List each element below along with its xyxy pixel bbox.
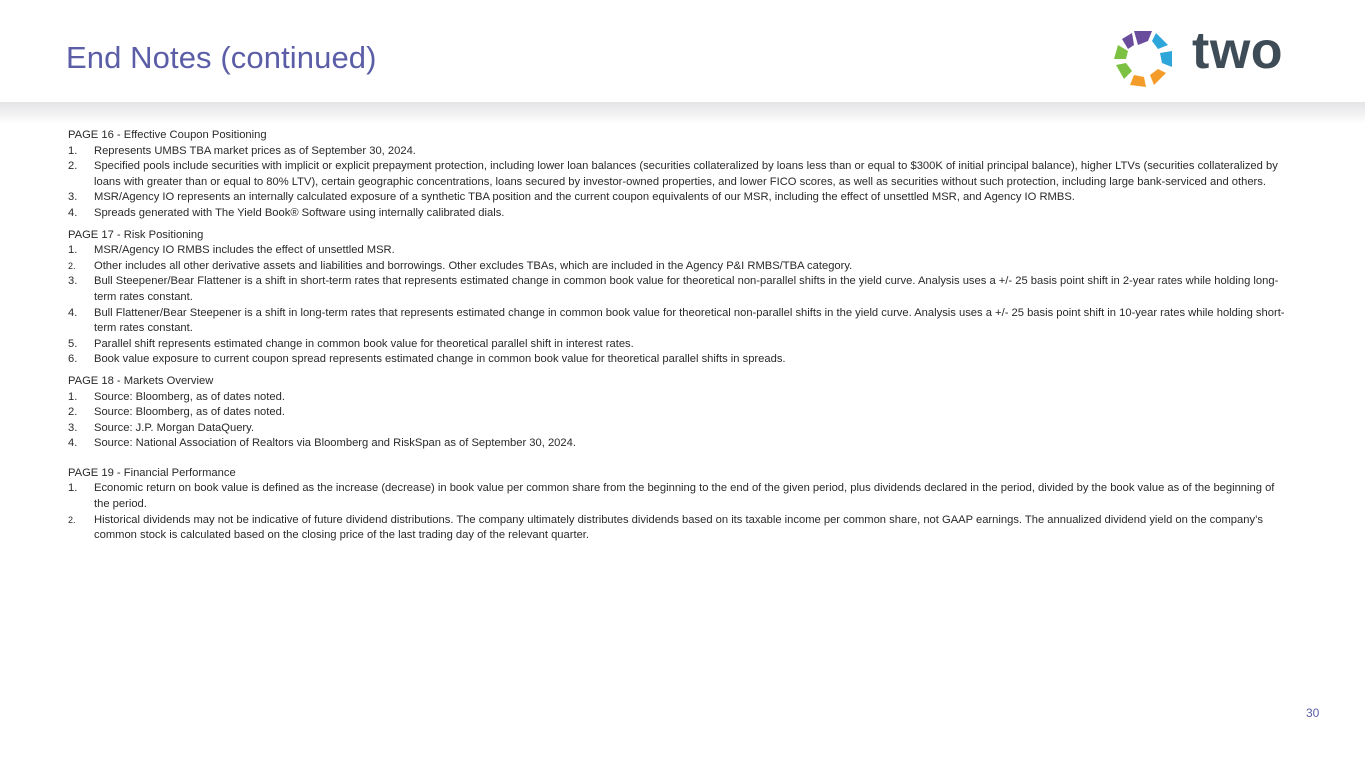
section-heading: PAGE 19 - Financial Performance: [68, 466, 236, 479]
section-heading: PAGE 17 - Risk Positioning: [68, 228, 204, 241]
item-number: 2.: [68, 260, 76, 271]
list-item: [68, 337, 1293, 353]
item-number: 2.: [68, 406, 78, 419]
item-number: 3.: [68, 191, 78, 204]
list-item: [68, 243, 1293, 259]
item-text: MSR/Agency IO RMBS includes the effect of unsettled MSR.: [94, 244, 395, 257]
notes-section: [68, 466, 1293, 544]
list-item: [68, 405, 1293, 421]
header-divider-band: [0, 102, 1365, 124]
item-number: 1.: [68, 244, 78, 257]
list-item: [68, 159, 1293, 190]
item-text: Historical dividends may not be indicative of future dividend distributions. The company ultimately distributes dividends based on its taxable income per common share, not GAAP earnings. The annualized dividend yield on the company’s common stock is calculated based on the closing price of the last trading day of the relevant quarter.: [94, 513, 1263, 542]
item-text: Specified pools include securities with implicit or explicit prepayment protection, including lower loan balances (securities collateralized by loans less than or equal to $300K of initial principal balance), higher LTVs (securities collateralized by loans with greater than or equal to 80% LTV), certain geographic concentrations, loans secured by investor-owned properties, and lower FICO scores, as well as securities without such protection, including large bank-serviced and others.: [94, 160, 1278, 188]
list-item: [68, 513, 1293, 544]
item-number: 1.: [68, 390, 78, 403]
list-item: [68, 144, 1293, 160]
notes-section: [68, 374, 1293, 452]
list-item: [68, 259, 1293, 275]
list-item: [68, 481, 1293, 512]
item-text: Spreads generated with The Yield Book® Software using internally calibrated dials.: [94, 206, 505, 219]
company-logo: [1112, 22, 1297, 91]
item-text: MSR/Agency IO represents an internally calculated exposure of a synthetic TBA position and the current coupon equivalents of our MSR, including the effect of unsettled MSR, and Agency IO RMBS.: [94, 191, 1075, 204]
item-text: Bull Steepener/Bear Flattener is a shift in short-term rates that represents estimated change in common book value for theoretical non-parallel shifts in the yield curve. Analysis uses a +/- 25 basis point shift in 2-year rates while holding long-term rates constant.: [94, 275, 1279, 303]
item-number: 5.: [68, 337, 78, 350]
list-item: [68, 436, 1293, 452]
page-number: 30: [1306, 706, 1320, 720]
item-number: 4.: [68, 206, 78, 219]
item-text: Bull Flattener/Bear Steepener is a shift in long-term rates that represents estimated change in common book value for theoretical non-parallel shifts in the yield curve. Analysis uses a +/- 25 basis point shift in 10-year rates while holding short-term rates constant.: [94, 306, 1285, 335]
logo-wordmark: two: [1192, 22, 1284, 80]
section-heading: PAGE 16 - Effective Coupon Positioning: [68, 129, 267, 141]
item-number: 3.: [68, 421, 78, 434]
notes-section: [68, 228, 1293, 368]
item-number: 1.: [68, 144, 78, 157]
item-number: 2.: [68, 160, 78, 173]
list-item: [68, 206, 1293, 222]
page-title: End Notes (continued): [66, 40, 377, 75]
list-item: [68, 421, 1293, 437]
item-text: Book value exposure to current coupon spread represents estimated change in common book value for theoretical parallel shifts in spreads.: [94, 353, 786, 366]
list-item: [68, 306, 1293, 337]
item-text: Parallel shift represents estimated change in common book value for theoretical parallel shift in interest rates.: [94, 337, 634, 350]
item-number: 4.: [68, 437, 78, 450]
list-item: [68, 274, 1293, 305]
end-notes-body: [68, 128, 1293, 550]
item-text: Source: J.P. Morgan DataQuery.: [94, 421, 255, 434]
item-text: Economic return on book value is defined as the increase (decrease) in book value per common share from the beginning to the end of the given period, plus dividends declared in the period, divided by the book value as of the beginning of the period.: [94, 482, 1275, 511]
star-logo-icon: [1112, 27, 1182, 91]
notes-section: [68, 128, 1293, 222]
item-number: 6.: [68, 353, 78, 366]
item-text: Source: Bloomberg, as of dates noted.: [94, 406, 285, 419]
item-text: Source: National Association of Realtors via Bloomberg and RiskSpan as of September 30, 2024.: [94, 437, 576, 450]
item-number: 3.: [68, 275, 78, 288]
item-number: 2.: [68, 514, 76, 525]
item-number: 4.: [68, 306, 78, 319]
section-heading: PAGE 18 - Markets Overview: [68, 374, 214, 387]
item-text: Other includes all other derivative assets and liabilities and borrowings. Other excludes TBAs, which are included in the Agency P&I RMBS/TBA category.: [94, 259, 853, 272]
list-item: [68, 190, 1293, 206]
item-text: Represents UMBS TBA market prices as of September 30, 2024.: [94, 144, 416, 157]
item-number: 1.: [68, 482, 78, 495]
item-text: Source: Bloomberg, as of dates noted.: [94, 390, 285, 403]
list-item: [68, 352, 1293, 368]
list-item: [68, 390, 1293, 406]
